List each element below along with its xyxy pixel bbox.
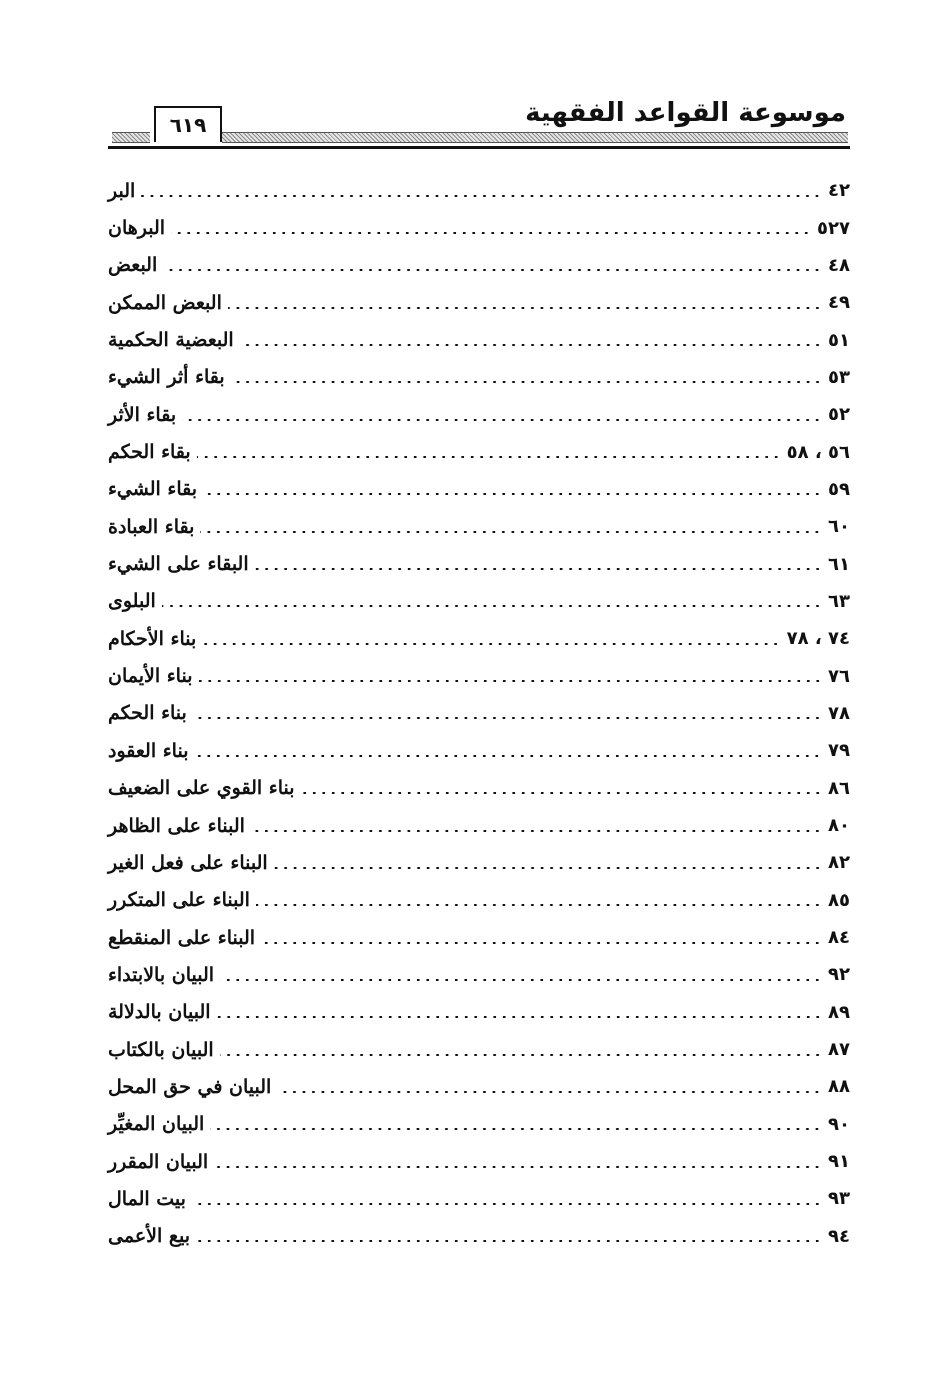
- page-number: ٦١٩: [154, 106, 222, 142]
- index-entry: [102, 1143, 850, 1180]
- entry-term: البيان بالدلالة: [108, 1001, 211, 1024]
- index-entry: [102, 994, 850, 1031]
- entry-term: البيان في حق المحل: [108, 1075, 272, 1098]
- entry-term: بناء الأحكام: [108, 627, 197, 650]
- entry-term: بقاء الحكم: [108, 441, 191, 464]
- index-entry: [102, 620, 850, 657]
- index-entry: [102, 172, 850, 209]
- index-entry: [102, 1218, 850, 1255]
- entry-term: بناء الأيمان: [108, 665, 193, 688]
- entry-term: البلوى: [108, 590, 156, 613]
- dot-leader: [277, 1091, 822, 1093]
- entry-term: البعض الممكن: [108, 291, 222, 314]
- entry-pages: ٥٦ ، ٥٨: [786, 441, 850, 463]
- dot-leader: [141, 195, 822, 197]
- entry-pages: ٨٩: [828, 1001, 850, 1023]
- entry-term: البناء على المنقطع: [108, 926, 256, 949]
- entry-pages: ٨٧: [828, 1039, 850, 1061]
- index-entry: [102, 284, 850, 321]
- entry-pages: ٨٦: [828, 777, 850, 799]
- dot-leader: [200, 531, 822, 533]
- entry-term: البرهان: [108, 217, 166, 240]
- index-entry: [102, 247, 850, 284]
- running-header: [108, 92, 850, 154]
- entry-pages: ٩٢: [828, 964, 850, 986]
- index-entry: [102, 1068, 850, 1105]
- dot-leader: [171, 232, 811, 234]
- entry-pages: ٨٢: [828, 852, 850, 874]
- entry-pages: ٥٩: [828, 478, 850, 500]
- entry-pages: ٩٣: [828, 1188, 850, 1210]
- entry-term: البيان بالكتاب: [108, 1038, 214, 1061]
- entry-term: البناء على فعل الغير: [108, 851, 268, 874]
- entry-term: بقاء الشيء: [108, 478, 198, 501]
- entry-pages: ٤٩: [828, 292, 850, 314]
- index-entry: [102, 732, 850, 769]
- index-entry: [102, 1106, 850, 1143]
- dot-leader: [301, 792, 822, 794]
- index-entry: [102, 657, 850, 694]
- dot-leader: [261, 942, 822, 944]
- index-entry: [102, 396, 850, 433]
- index-list: [102, 172, 850, 1255]
- entry-pages: ٩٤: [828, 1225, 850, 1247]
- dot-leader: [255, 568, 822, 570]
- dot-leader: [192, 1203, 822, 1205]
- entry-pages: ٦٣: [828, 590, 850, 612]
- entry-pages: ٧٩: [828, 740, 850, 762]
- entry-pages: ٧٦: [828, 665, 850, 687]
- entry-term: البر: [108, 179, 136, 202]
- entry-term: البعضية الحكمية: [108, 329, 234, 352]
- header-ornament-right: [222, 132, 848, 143]
- entry-pages: ٥٣: [828, 366, 850, 388]
- entry-term: البعض: [108, 254, 158, 277]
- dot-leader: [274, 867, 822, 869]
- index-entry: [102, 508, 850, 545]
- entry-pages: ٨٠: [828, 815, 850, 837]
- index-entry: [102, 770, 850, 807]
- dot-leader: [162, 605, 822, 607]
- dot-leader: [220, 979, 822, 981]
- entry-pages: ٨٨: [828, 1076, 850, 1098]
- entry-pages: ٤٢: [828, 180, 850, 202]
- index-entry: [102, 807, 850, 844]
- dot-leader: [196, 1240, 822, 1242]
- entry-pages: ٥٢: [828, 404, 850, 426]
- index-entry: [102, 209, 850, 246]
- dot-leader: [240, 344, 822, 346]
- entry-pages: ٧٤ ، ٧٨: [786, 628, 850, 650]
- dot-leader: [251, 830, 822, 832]
- entry-pages: ٩٠: [828, 1113, 850, 1135]
- entry-pages: ٨٥: [828, 889, 850, 911]
- index-entry: [102, 844, 850, 881]
- entry-pages: ٨٤: [828, 927, 850, 949]
- entry-term: بناء الحكم: [108, 702, 187, 725]
- entry-term: البناء على الظاهر: [108, 814, 245, 837]
- dot-leader: [203, 493, 822, 495]
- entry-term: بناء القوي على الضعيف: [108, 777, 295, 800]
- entry-pages: ٤٨: [828, 254, 850, 276]
- index-entry: [102, 321, 850, 358]
- index-entry: [102, 919, 850, 956]
- dot-leader: [182, 419, 822, 421]
- dot-leader: [199, 680, 823, 682]
- entry-pages: ٦١: [828, 553, 850, 575]
- entry-term: البقاء على الشيء: [108, 553, 249, 576]
- index-entry: [102, 1180, 850, 1217]
- entry-term: بيع الأعمى: [108, 1225, 191, 1248]
- entry-term: البيان بالابتداء: [108, 963, 215, 986]
- index-entry: [102, 956, 850, 993]
- dot-leader: [193, 717, 822, 719]
- dot-leader: [214, 1166, 822, 1168]
- entry-pages: ٥١: [828, 329, 850, 351]
- index-entry: [102, 471, 850, 508]
- dot-leader: [202, 643, 780, 645]
- dot-leader: [228, 307, 822, 309]
- entry-pages: ٥٢٧: [817, 217, 850, 239]
- index-entry: [102, 359, 850, 396]
- entry-term: البيان المغيِّر: [108, 1113, 205, 1136]
- index-entry: [102, 583, 850, 620]
- index-entry: [102, 545, 850, 582]
- header-ornament-left: [112, 132, 150, 143]
- entry-term: بناء العقود: [108, 739, 189, 762]
- entry-term: بقاء أثر الشيء: [108, 366, 225, 389]
- dot-leader: [210, 1128, 822, 1130]
- dot-leader: [163, 269, 822, 271]
- dot-leader: [256, 904, 822, 906]
- header-rule: [108, 146, 850, 149]
- entry-pages: ٧٨: [828, 702, 850, 724]
- entry-term: البيان المقرر: [108, 1150, 209, 1173]
- entry-term: بقاء الأثر: [108, 403, 177, 426]
- book-title: موسوعة القواعد الفقهية: [525, 98, 846, 128]
- index-entry: [102, 1031, 850, 1068]
- entry-pages: ٦٠: [828, 516, 850, 538]
- entry-term: البناء على المتكرر: [108, 889, 250, 912]
- entry-pages: ٩١: [828, 1151, 850, 1173]
- index-entry: [102, 695, 850, 732]
- dot-leader: [194, 755, 822, 757]
- entry-term: بيت المال: [108, 1187, 186, 1210]
- dot-leader: [231, 381, 822, 383]
- dot-leader: [220, 1054, 822, 1056]
- index-entry: [102, 882, 850, 919]
- dot-leader: [217, 1016, 822, 1018]
- entry-term: بقاء العبادة: [108, 515, 195, 538]
- dot-leader: [197, 456, 781, 458]
- index-entry: [102, 433, 850, 470]
